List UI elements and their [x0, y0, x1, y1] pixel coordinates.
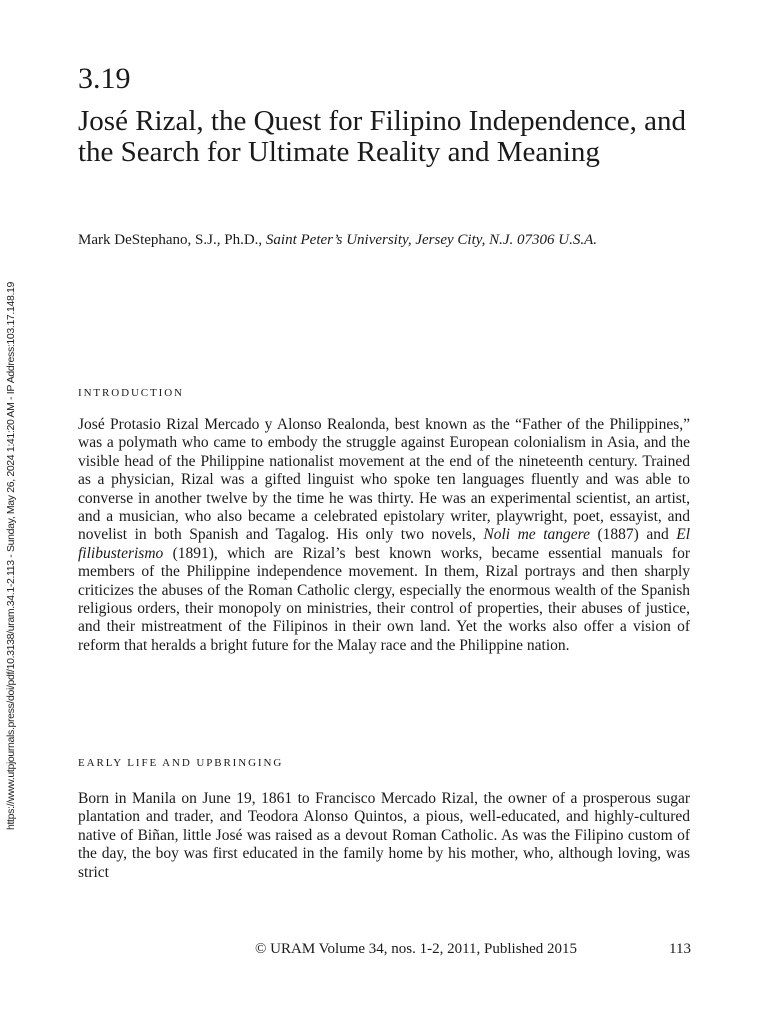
journal-citation: © URAM Volume 34, nos. 1-2, 2011, Published 2015: [255, 941, 577, 957]
introduction-text-part3: (1891), which are Rizal’s best known works, became essential manuals for members of the Philippine independence movement. In them, Rizal portrays and then sharply criticizes the abuses of the Roman Catholic clergy, especially the enormous wealth of the Spanish religious orders, their monopoly on ministries, their control of properties, their abuses of justice, and their mistreatment of the Filipinos in their own land. Yet the works also offer a vision of reform that heralds a bright future for the Malay race and the Philippine nation.: [78, 544, 690, 654]
early-life-paragraph: Born in Manila on June 19, 1861 to Francisco Mercado Rizal, the owner of a prosperous sugar plantation and trader, and Teodora Alonso Quintos, a pious, well-educated, and highly-cultured native of Biñan, little José was raised as a devout Roman Catholic. As was the Filipino custom of the day, the boy was first educated in the family home by his mother, who, although loving, was strict: [78, 790, 690, 881]
page-footer: [255, 940, 691, 958]
author-name: Mark DeStephano, S.J., Ph.D.,: [78, 232, 263, 248]
page-number: 113: [669, 941, 691, 957]
novel-title-noli: Noli me tangere: [483, 526, 590, 544]
download-watermark: [2, 190, 20, 830]
section-heading-introduction: INTRODUCTION: [78, 387, 184, 399]
introduction-paragraph: [78, 416, 690, 655]
introduction-text-part2: (1887) and: [597, 526, 669, 544]
watermark-text: https://www.utpjournals.press/doi/pdf/10.3138/uram.34.1-2.113 - Sunday, May 26, 2024 1:41:20 AM - IP Address:103.17.148.19: [5, 281, 17, 830]
byline: [78, 231, 688, 249]
novel-title-filibusterismo: El filibusterismo: [78, 526, 691, 562]
article-title: José Rizal, the Quest for Filipino Independence, and the Search for Ultimate Reality and Meaning: [78, 105, 687, 168]
introduction-text-part1: José Protasio Rizal Mercado y Alonso Realonda, best known as the “Father of the Philippines,” was a polymath who came to embody the struggle against European colonialism in Asia, and the visible head of the Philippine nationalist movement at the end of the nineteenth century. Trained as a physician, Rizal was a gifted linguist who spoke ten languages fluently and was able to converse in another twelve by the time he was thirty. He was an experimental scientist, an artist, and a musician, who also became a celebrated epistolary writer, playwright, poet, essayist, and novelist in both Spanish and Tagalog. His only two novels,: [78, 416, 690, 544]
section-heading-early-life: EARLY LIFE AND UPBRINGING: [78, 757, 284, 769]
author-affiliation: Saint Peter’s University, Jersey City, N.J. 07306 U.S.A.: [265, 232, 597, 248]
section-number: 3.19: [78, 62, 131, 95]
